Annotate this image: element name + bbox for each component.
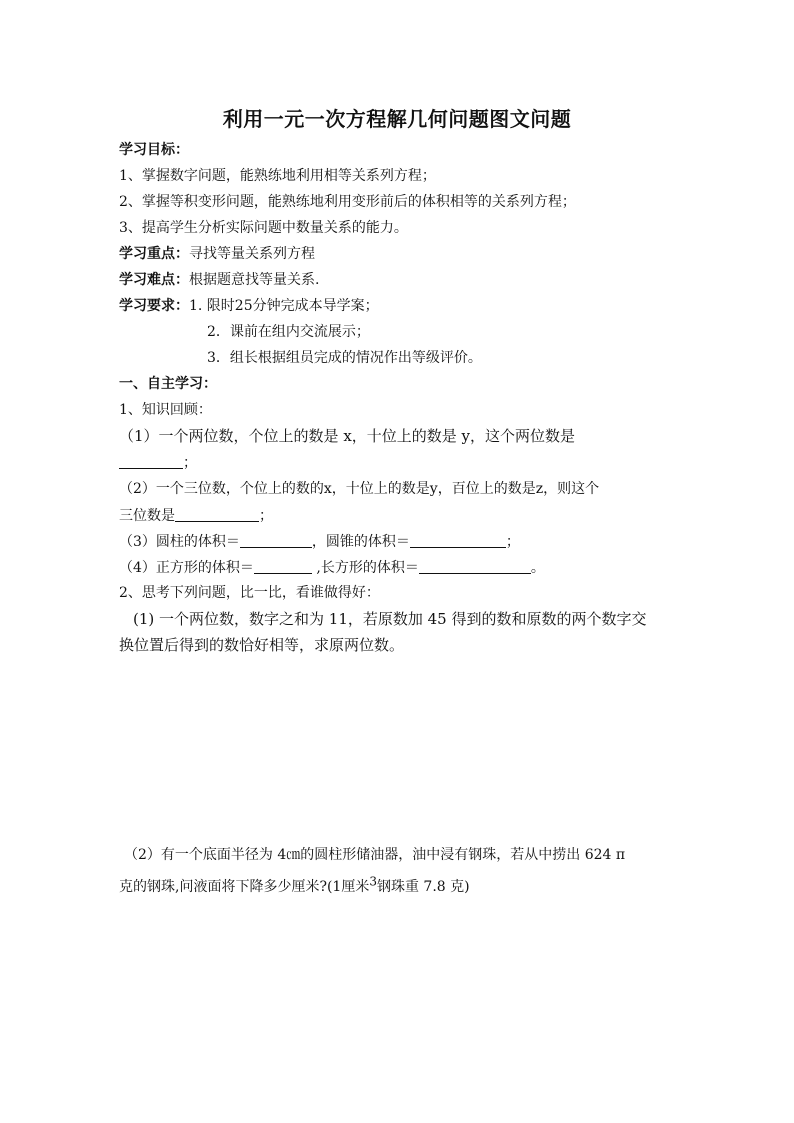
answer-blank[interactable] <box>419 560 531 574</box>
review-heading: 1、知识回顾： <box>119 402 212 418</box>
review-question-2-answer <box>119 508 273 523</box>
requirement-item-1: 1. 限时25分钟完成本导学案； <box>189 298 379 314</box>
requirements-label: 学习要求： <box>119 298 189 314</box>
cylinder-volume-label: （3）圆柱的体积＝ <box>119 534 240 550</box>
page-title: 利用一元一次方程解几何问题图文问题 <box>222 107 572 131</box>
problem-2-line-2 <box>119 874 470 895</box>
problem-1-line-2: 换位置后得到的数恰好相等，求原两位数。 <box>119 636 405 654</box>
difficulty-text: 根据题意找等量关系. <box>189 272 320 288</box>
cube-exponent: 3 <box>369 874 377 889</box>
key-point-text: 寻找等量关系列方程 <box>189 246 315 262</box>
review-question-2-line2: 三位数是 <box>119 508 175 524</box>
answer-blank[interactable] <box>410 534 506 548</box>
review-question-3 <box>119 534 520 549</box>
difficulty <box>119 273 319 287</box>
cuboid-volume-label: ,长方形的体积＝ <box>311 560 419 576</box>
requirements <box>119 299 379 313</box>
cone-volume-label: ，圆锥的体积＝ <box>311 534 410 550</box>
review-question-4-end: 。 <box>530 560 545 576</box>
answer-blank[interactable] <box>175 508 259 522</box>
problem-2-text-a: 克的钢珠,问液面将下降多少厘米?(1厘米 <box>119 879 370 895</box>
objectives-heading: 学习目标： <box>119 142 189 158</box>
review-question-1: （1）一个两位数，个位上的数是 x，十位上的数是 y，这个两位数是 <box>119 427 576 445</box>
review-question-1-end: ； <box>183 455 197 471</box>
objective-item-1: 1、掌握数字问题，能熟练地利用相等关系列方程； <box>119 168 436 184</box>
cube-volume-label: （4）正方形的体积＝ <box>119 560 254 576</box>
section-heading: 一、自主学习： <box>119 376 217 392</box>
answer-blank[interactable] <box>119 455 183 469</box>
key-point-label: 学习重点： <box>119 246 189 262</box>
review-question-1-answer <box>119 455 197 470</box>
think-heading: 2、思考下列问题，比一比，看谁做得好： <box>119 585 380 601</box>
requirement-item-3: 3．组长根据组员完成的情况作出等级评价。 <box>207 350 482 366</box>
key-point <box>119 247 315 261</box>
requirement-item-2: 2．课前在组内交流展示； <box>207 324 370 340</box>
answer-blank[interactable] <box>254 560 312 574</box>
problem-2-line-1: （2）有一个底面半径为 4㎝的圆柱形储油器，油中浸有钢珠，若从中捞出 624 π <box>124 847 626 863</box>
answer-blank[interactable] <box>240 534 312 548</box>
problem-1-line-1: (1) 一个两位数，数字之和为 11，若原数加 45 得到的数和原数的两个数字交 <box>133 610 647 628</box>
review-question-2-end: ； <box>259 508 273 524</box>
review-question-3-end: ； <box>505 534 520 550</box>
review-question-4 <box>119 560 545 575</box>
problem-2-text-b: 钢珠重 7.8 克) <box>376 879 470 895</box>
difficulty-label: 学习难点： <box>119 272 189 288</box>
review-question-2: （2）一个三位数，个位上的数的x，十位上的数是y，百位上的数是z，则这个 <box>119 481 600 497</box>
objective-item-3: 3、提高学生分析实际问题中数量关系的能力。 <box>119 220 408 236</box>
objective-item-2: 2、掌握等积变形问题，能熟练地利用变形前后的体积相等的关系列方程； <box>119 194 576 210</box>
